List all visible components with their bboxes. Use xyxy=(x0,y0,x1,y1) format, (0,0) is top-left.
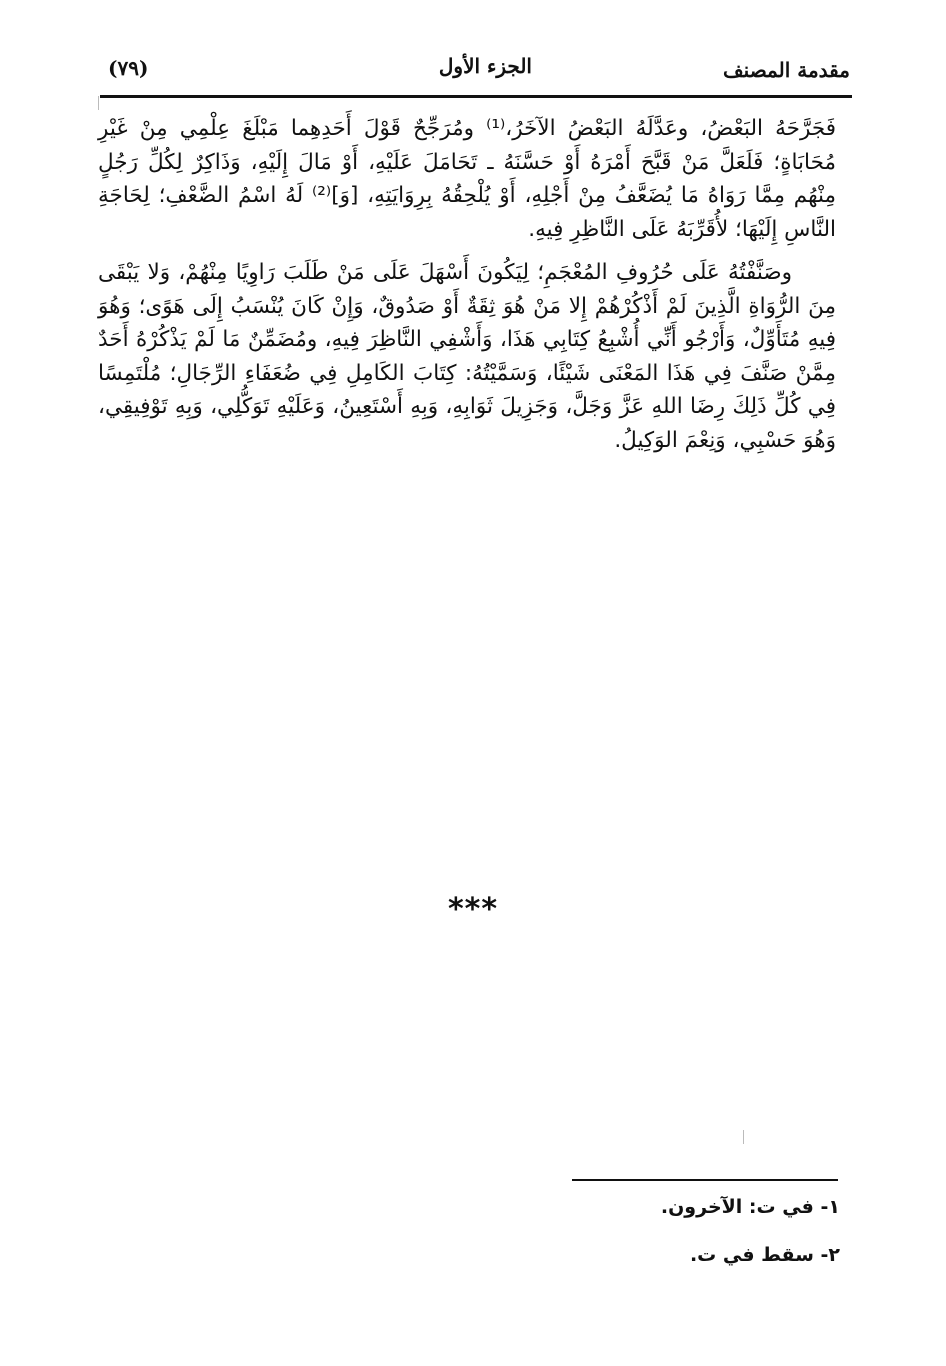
paragraph: وصَنَّفْتُهُ عَلَى حُرُوفِ المُعْجَمِ؛ لِيَكُونَ أَسْهَلَ عَلَى مَنْ طَلَبَ رَاوِيًا مِنْهُمْ، وَلا يَبْقَى مِنَ الرُّوَاةِ الَّذِينَ لَمْ أَذْكُرْهُمْ إِلا مَنْ هُوَ ثِقَةٌ أَوْ صَدُوقٌ، وَإِنْ كَانَ يُنْسَبُ إِلَى هَوًى؛ وَهُوَ فِيهِ مُتَأَوِّلٌ، وَأَرْجُو أَنِّي أُشْبِعُ كِتَابِي هَذَا، وَأَشْفِي النَّاظِرَ فِيهِ، ومُضَمِّنٌ مَا لَمْ يَذْكُرْهُ أَحَدٌ مِمَّنْ صَنَّفَ فِي هَذَا المَعْنَى شَيْئًا، وَسَمَّيْتُهُ: كِتَابَ الكَامِلِ فِي ضُعَفَاءِ الرِّجَالِ؛ مُلْتَمِسًا فِي كُلِّ ذَلِكَ رِضَا اللهِ عَزَّ وَجَلَّ، وَجَزِيلَ ثَوَابِهِ، وَبِهِ أَسْتَعِينُ، وَعَلَيْهِ تَوَكُّلِي، وَبِهِ تَوْفِيقِي، وَهُوَ حَسْبِي، وَنِعْمَ الوَكِيلُ. xyxy=(98,260,836,453)
footnote: ١- في ت: الآخرون. xyxy=(660,1196,840,1218)
section-separator: *** xyxy=(447,892,499,927)
main-text xyxy=(98,112,836,457)
footnote-rule xyxy=(572,1179,838,1181)
volume-title: الجزء الأول xyxy=(438,54,532,78)
section-title: مقدمة المصنف xyxy=(722,58,850,82)
page-number: (٧٩) xyxy=(108,56,149,80)
page-header xyxy=(100,52,850,92)
scan-mark xyxy=(98,96,99,110)
header-rule xyxy=(100,95,852,98)
footnote: ٢- سقط في ت. xyxy=(689,1244,840,1266)
scan-mark xyxy=(743,1130,744,1144)
paragraph: فَجَرَّحَهُ البَعْضُ، وعَدَّلَهُ البَعْضُ الآخَرُ،⁽¹⁾ ومُرَجِّحٌ قَوْلَ أَحَدِهِما مَبْلَغَ عِلْمِي مِنْ غَيْرِ مُحَابَاةٍ؛ فَلَعَلَّ مَنْ قَبَّحَ أَمْرَهُ أَوْ حَسَّنَهُ ـ تَحَامَلَ عَلَيْهِ، أَوْ مَالَ إِلَيْهِ، وَذَاكِرٌ لِكُلِّ رَجُلٍ مِنْهُم مِمَّا رَوَاهُ مَا يُضَعَّفُ مِنْ أَجْلِهِ، أَوْ يُلْحِقُهُ بِرِوَايَتِهِ، [وَ]⁽²⁾ لَهُ اسْمُ الضَّعْفِ؛ لِحَاجَةِ النَّاسِ إِلَيْهَا؛ لأُقَرِّبَهُ عَلَى النَّاظِرِ فِيهِ. xyxy=(98,116,837,242)
